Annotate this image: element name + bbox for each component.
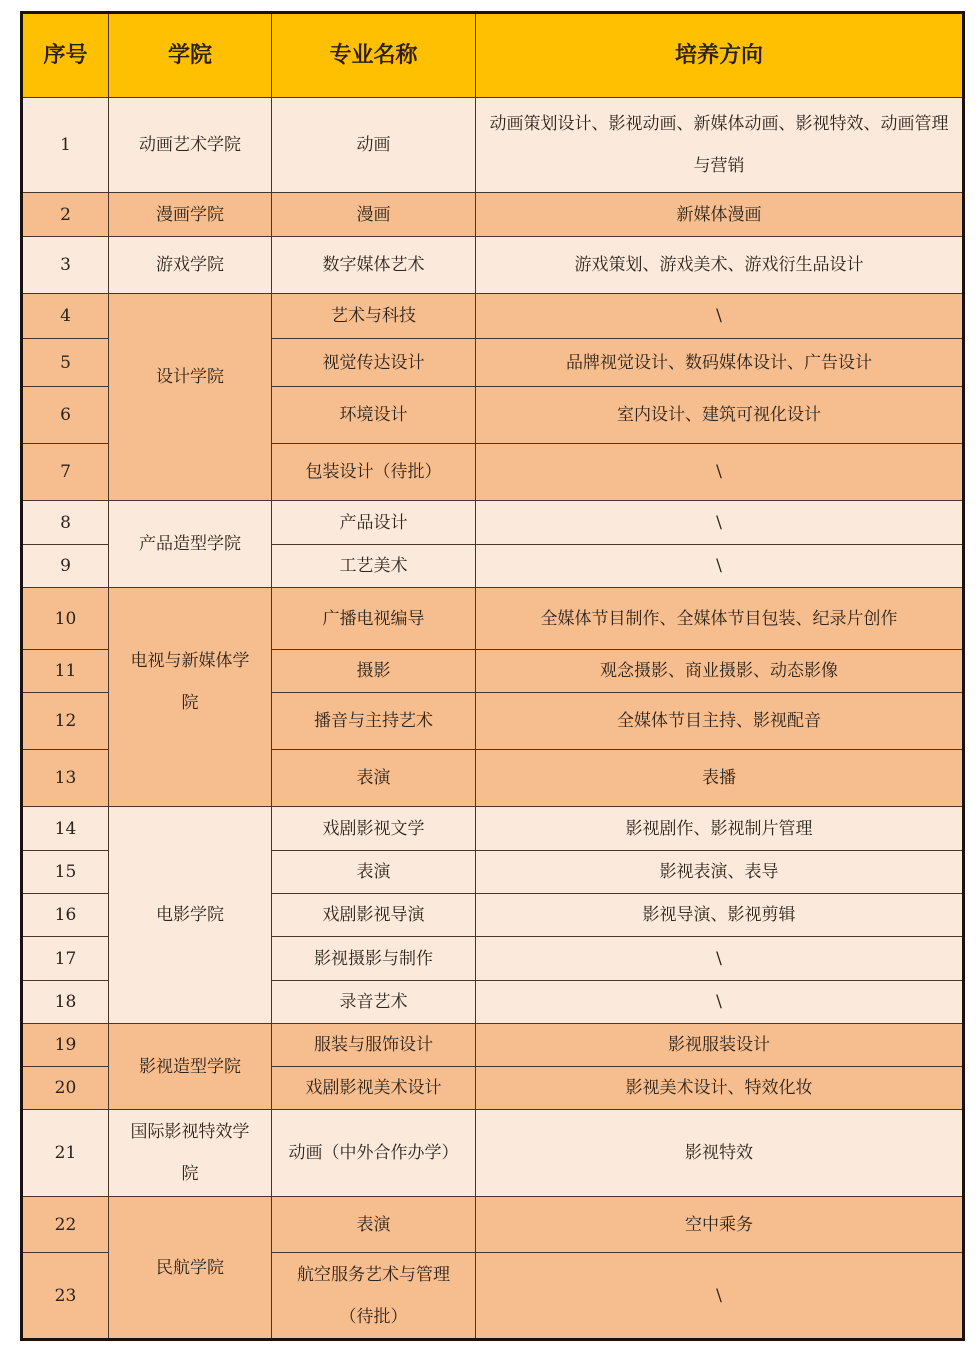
- direction-cell: 全媒体节目主持、影视配音: [476, 693, 964, 750]
- row-number: 5: [22, 339, 109, 387]
- table-row: [22, 294, 964, 339]
- row-number: 22: [22, 1197, 109, 1253]
- major-cell: 戏剧影视导演: [272, 894, 476, 937]
- major-cell: 影视摄影与制作: [272, 937, 476, 981]
- college-cell: 动画艺术学院: [109, 98, 272, 193]
- college-cell: 民航学院: [109, 1197, 272, 1340]
- major-cell: 戏剧影视文学: [272, 807, 476, 851]
- major-cell: 视觉传达设计: [272, 339, 476, 387]
- header-major: 专业名称: [272, 13, 476, 98]
- major-cell: 数字媒体艺术: [272, 237, 476, 294]
- majors-table: [20, 11, 965, 1341]
- direction-cell: \: [476, 981, 964, 1024]
- row-number: 21: [22, 1110, 109, 1197]
- college-cell: 电视与新媒体学院: [109, 588, 272, 807]
- row-number: 15: [22, 851, 109, 894]
- row-number: 6: [22, 387, 109, 444]
- major-cell: 艺术与科技: [272, 294, 476, 339]
- direction-cell: 观念摄影、商业摄影、动态影像: [476, 650, 964, 693]
- direction-cell: 品牌视觉设计、数码媒体设计、广告设计: [476, 339, 964, 387]
- row-number: 23: [22, 1253, 109, 1340]
- header-college: 学院: [109, 13, 272, 98]
- direction-cell: 影视美术设计、特效化妆: [476, 1067, 964, 1110]
- row-number: 9: [22, 545, 109, 588]
- direction-cell: 游戏策划、游戏美术、游戏衍生品设计: [476, 237, 964, 294]
- college-cell: 电影学院: [109, 807, 272, 1024]
- college-cell: 设计学院: [109, 294, 272, 501]
- major-cell: 服装与服饰设计: [272, 1024, 476, 1067]
- table-row: [22, 1197, 964, 1253]
- header-index: 序号: [22, 13, 109, 98]
- direction-cell: \: [476, 501, 964, 545]
- row-number: 4: [22, 294, 109, 339]
- direction-cell: 影视导演、影视剪辑: [476, 894, 964, 937]
- direction-cell: \: [476, 545, 964, 588]
- table-row: [22, 501, 964, 545]
- major-cell: 摄影: [272, 650, 476, 693]
- major-cell: 漫画: [272, 193, 476, 237]
- row-number: 10: [22, 588, 109, 650]
- major-cell: 动画: [272, 98, 476, 193]
- major-cell: 工艺美术: [272, 545, 476, 588]
- table-row: [22, 98, 964, 193]
- direction-cell: 空中乘务: [476, 1197, 964, 1253]
- row-number: 20: [22, 1067, 109, 1110]
- direction-cell: 表播: [476, 750, 964, 807]
- row-number: 19: [22, 1024, 109, 1067]
- table-row: [22, 193, 964, 237]
- major-cell: 广播电视编导: [272, 588, 476, 650]
- row-number: 16: [22, 894, 109, 937]
- major-cell: 环境设计: [272, 387, 476, 444]
- direction-cell: \: [476, 294, 964, 339]
- row-number: 8: [22, 501, 109, 545]
- direction-cell: 影视服装设计: [476, 1024, 964, 1067]
- college-cell: 游戏学院: [109, 237, 272, 294]
- college-cell: 产品造型学院: [109, 501, 272, 588]
- row-number: 12: [22, 693, 109, 750]
- row-number: 1: [22, 98, 109, 193]
- direction-cell: 影视剧作、影视制片管理: [476, 807, 964, 851]
- row-number: 2: [22, 193, 109, 237]
- major-cell: 表演: [272, 851, 476, 894]
- direction-cell: 新媒体漫画: [476, 193, 964, 237]
- header-direction: 培养方向: [476, 13, 964, 98]
- header-row: [22, 13, 964, 98]
- table-row: [22, 588, 964, 650]
- direction-cell: 全媒体节目制作、全媒体节目包装、纪录片创作: [476, 588, 964, 650]
- direction-cell: 影视特效: [476, 1110, 964, 1197]
- row-number: 11: [22, 650, 109, 693]
- table-row: [22, 807, 964, 851]
- major-cell: 航空服务艺术与管理（待批）: [272, 1253, 476, 1340]
- table-row: [22, 1024, 964, 1067]
- direction-cell: \: [476, 937, 964, 981]
- row-number: 3: [22, 237, 109, 294]
- direction-cell: 室内设计、建筑可视化设计: [476, 387, 964, 444]
- direction-cell: \: [476, 444, 964, 501]
- college-cell: 国际影视特效学院: [109, 1110, 272, 1197]
- major-cell: 播音与主持艺术: [272, 693, 476, 750]
- row-number: 7: [22, 444, 109, 501]
- row-number: 14: [22, 807, 109, 851]
- direction-cell: \: [476, 1253, 964, 1340]
- table-row: [22, 237, 964, 294]
- major-cell: 动画（中外合作办学）: [272, 1110, 476, 1197]
- row-number: 18: [22, 981, 109, 1024]
- major-cell: 表演: [272, 1197, 476, 1253]
- direction-cell: 影视表演、表导: [476, 851, 964, 894]
- major-cell: 录音艺术: [272, 981, 476, 1024]
- college-cell: 影视造型学院: [109, 1024, 272, 1110]
- direction-cell: 动画策划设计、影视动画、新媒体动画、影视特效、动画管理与营销: [476, 98, 964, 193]
- major-cell: 产品设计: [272, 501, 476, 545]
- table-row: [22, 1110, 964, 1197]
- major-cell: 包装设计（待批）: [272, 444, 476, 501]
- college-cell: 漫画学院: [109, 193, 272, 237]
- row-number: 13: [22, 750, 109, 807]
- row-number: 17: [22, 937, 109, 981]
- major-cell: 表演: [272, 750, 476, 807]
- major-cell: 戏剧影视美术设计: [272, 1067, 476, 1110]
